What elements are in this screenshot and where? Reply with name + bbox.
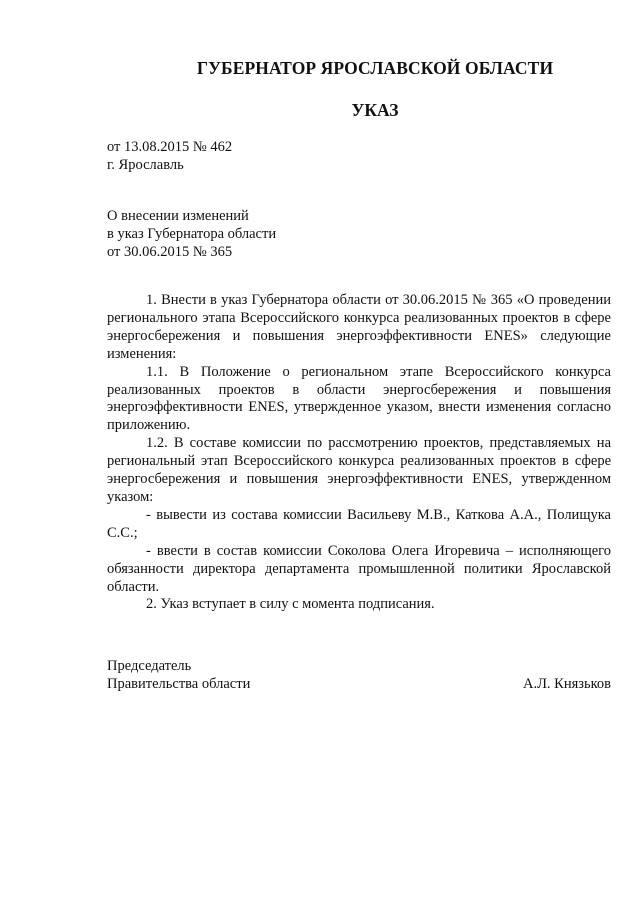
document-body: [107, 292, 611, 614]
signatory-position-line: Правительства области: [107, 676, 251, 692]
signature-row: [107, 675, 611, 693]
paragraph-2: 2. Указ вступает в силу с момента подписания.: [146, 596, 435, 613]
document-type-heading: УКАЗ: [351, 100, 399, 120]
signature-block: [107, 657, 611, 693]
signatory-position-line: Председатель: [107, 658, 192, 674]
document-city: г. Ярославль: [107, 157, 184, 173]
document-date-number: от 13.08.2015 № 462: [107, 139, 233, 155]
paragraph-1: 1. Внести в указ Губернатора области от 30.06.2015 № 365 «О проведении регионального этапа Всероссийского конкурса реализованных проектов в сфере энергосбережения и повышения энергоэффективности ENES» следующие изменения:: [107, 292, 611, 362]
subject-line: О внесении изменений: [107, 208, 249, 224]
signatory-name: А.Л. Князьков: [522, 676, 611, 692]
document-authority-heading: ГУБЕРНАТОР ЯРОСЛАВСКОЙ ОБЛАСТИ: [196, 58, 554, 78]
paragraph-1-2: 1.2. В составе комиссии по рассмотрению проектов, представляемых на региональный этап Всероссийского конкурса реализованных проектов в сфере энергосбережения и повышения энергоэффективности ENES, утвержденном указом:: [107, 435, 611, 505]
dash-item-remove: - вывести из состава комиссии Васильеву М.В., Каткова А.А., Полищука С.С.;: [107, 506, 611, 541]
document-subject: [107, 207, 276, 261]
paragraph-1-1: 1.1. В Положение о региональном этапе Всероссийского конкурса реализованных проектов в области энергосбережения и повышения энергоэффективности ENES, утвержденное указом, внести изменения согласно приложению.: [107, 363, 611, 434]
subject-line: в указ Губернатора области: [107, 226, 277, 242]
dash-item-add: - ввести в состав комиссии Соколова Олега Игоревича – исполняющего обязанности директора департамента промышленной политики Ярославской области.: [107, 542, 611, 595]
subject-line: от 30.06.2015 № 365: [107, 244, 233, 260]
